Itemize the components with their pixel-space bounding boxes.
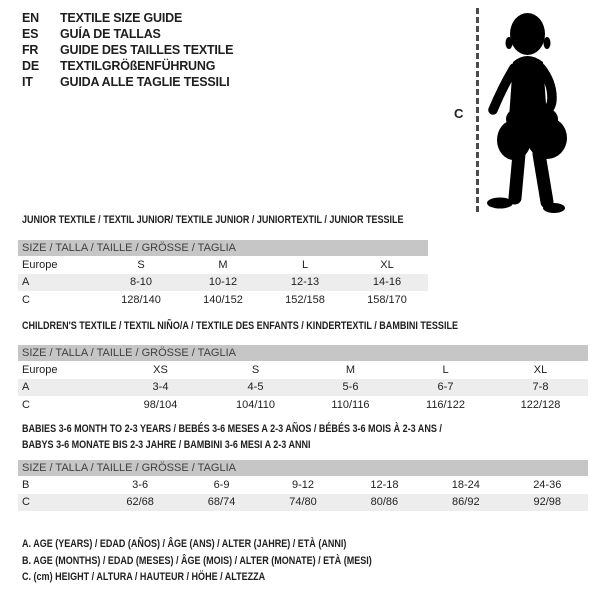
table-size-header: SIZE / TALLA / TAILLE / GRÖSSE / TAGLIA bbox=[18, 460, 588, 476]
size-cell: 98/104 bbox=[143, 398, 178, 411]
size-cell: 62/68 bbox=[126, 496, 154, 509]
row-label: Europe bbox=[22, 258, 58, 271]
size-cell: 5-6 bbox=[342, 381, 359, 394]
language-title: GUIDE DES TAILLES TEXTILE bbox=[60, 43, 234, 57]
size-cell: 110/116 bbox=[331, 398, 370, 411]
language-title: TEXTILE SIZE GUIDE bbox=[60, 11, 183, 25]
table-row bbox=[18, 256, 428, 274]
table-size-header: SIZE / TALLA / TAILLE / GRÖSSE / TAGLIA bbox=[18, 345, 588, 361]
size-cell: 152/158 bbox=[285, 293, 325, 306]
size-cell: L bbox=[301, 258, 309, 271]
size-cell: 10-12 bbox=[208, 276, 238, 289]
size-cell: 128/140 bbox=[121, 293, 161, 306]
table-title-line: BABIES 3-6 MONTH TO 2-3 YEARS / BEBÉS 3-6 MESES A 2-3 AÑOS / BÉBÉS 3-6 MOIS À 2-3 ANS / bbox=[22, 423, 442, 435]
language-row bbox=[22, 26, 233, 42]
row-label: C bbox=[22, 496, 30, 509]
size-cell: 6-9 bbox=[213, 478, 230, 491]
size-cell: 122/128 bbox=[520, 398, 561, 411]
size-cell: XL bbox=[380, 258, 394, 271]
size-cell: M bbox=[218, 258, 228, 271]
size-cell: 9-12 bbox=[291, 478, 314, 491]
table-title-line: JUNIOR TEXTILE / TEXTIL JUNIOR/ TEXTILE JUNIOR / JUNIORTEXTIL / JUNIOR TESSILE bbox=[22, 214, 404, 226]
language-code: IT bbox=[22, 75, 33, 89]
size-cell: 18-24 bbox=[451, 478, 480, 491]
size-cell: S bbox=[137, 258, 145, 271]
language-title: GUÍA DE TALLAS bbox=[60, 27, 161, 41]
table-row bbox=[18, 274, 428, 292]
table-title bbox=[18, 318, 554, 334]
row-label: C bbox=[22, 398, 30, 411]
language-row bbox=[22, 58, 233, 74]
size-table bbox=[18, 460, 588, 511]
legend bbox=[18, 536, 449, 586]
size-cell: 12-13 bbox=[290, 276, 320, 289]
size-cell: XL bbox=[533, 363, 548, 376]
language-code: ES bbox=[22, 27, 39, 41]
size-cell: 14-16 bbox=[372, 276, 402, 289]
language-code: EN bbox=[22, 11, 39, 25]
table-title bbox=[18, 421, 534, 453]
language-list bbox=[22, 10, 233, 90]
height-figure bbox=[440, 0, 600, 225]
table-title-line: CHILDREN'S TEXTILE / TEXTIL NIÑO/A / TEXTILE DES ENFANTS / KINDERTEXTIL / BAMBINI TESSILE bbox=[22, 320, 458, 332]
size-cell: XS bbox=[153, 363, 168, 376]
table-row bbox=[18, 361, 588, 379]
size-cell: 3-4 bbox=[152, 381, 169, 394]
size-cell: 4-5 bbox=[247, 381, 264, 394]
size-cell: 3-6 bbox=[132, 478, 149, 491]
size-cell: 24-36 bbox=[533, 478, 562, 491]
table-row bbox=[18, 379, 588, 397]
size-cell: 140/152 bbox=[203, 293, 243, 306]
table-title-line: BABYS 3-6 MONATE BIS 2-3 JAHRE / BAMBINI 3-6 MESI A 2-3 ANNI bbox=[22, 439, 311, 451]
size-cell: 104/110 bbox=[236, 398, 275, 411]
language-title: TEXTILGRÖßENFÜHRUNG bbox=[60, 59, 216, 73]
language-code: DE bbox=[22, 59, 39, 73]
size-cell: M bbox=[345, 363, 356, 376]
table-title bbox=[18, 212, 487, 228]
legend-line: B. AGE (MONTHS) / EDAD (MESES) / ÂGE (MOIS) / ALTER (MONATE) / ETÀ (MESI) bbox=[22, 554, 372, 567]
size-cell: 6-7 bbox=[437, 381, 454, 394]
size-table bbox=[18, 240, 428, 309]
language-title: GUIDA ALLE TAGLIE TESSILI bbox=[60, 75, 230, 89]
row-label: A bbox=[22, 276, 30, 289]
row-label: Europe bbox=[22, 363, 58, 376]
legend-line: C. (cm) HEIGHT / ALTURA / HAUTEUR / HÖHE / ALTEZZA bbox=[22, 571, 266, 583]
table-row bbox=[18, 291, 428, 309]
size-cell: 86/92 bbox=[452, 496, 480, 509]
size-table bbox=[18, 345, 588, 414]
size-cell: 92/98 bbox=[533, 496, 562, 509]
language-row bbox=[22, 74, 233, 90]
language-row bbox=[22, 42, 233, 58]
table-size-header: SIZE / TALLA / TAILLE / GRÖSSE / TAGLIA bbox=[18, 240, 428, 256]
height-label: C bbox=[454, 106, 464, 121]
size-cell: S bbox=[251, 363, 260, 376]
legend-line: A. AGE (YEARS) / EDAD (AÑOS) / ÂGE (ANS) / ALTER (JAHRE) / ETÀ (ANNI) bbox=[22, 538, 347, 550]
language-code: FR bbox=[22, 43, 39, 57]
row-label: A bbox=[22, 381, 30, 394]
table-row bbox=[18, 476, 588, 494]
size-cell: 12-18 bbox=[370, 478, 399, 491]
size-cell: L bbox=[442, 363, 449, 376]
size-cell: 80/86 bbox=[370, 496, 399, 509]
size-cell: 68/74 bbox=[207, 496, 236, 509]
size-cell: 8-10 bbox=[129, 276, 153, 289]
size-cell: 158/170 bbox=[367, 293, 407, 306]
row-label: B bbox=[22, 478, 30, 491]
table-row bbox=[18, 494, 588, 512]
size-cell: 7-8 bbox=[532, 381, 549, 394]
size-cell: 74/80 bbox=[289, 496, 317, 509]
size-cell: 116/122 bbox=[426, 398, 465, 411]
table-row bbox=[18, 396, 588, 414]
toddler-silhouette-icon bbox=[483, 6, 597, 214]
language-row bbox=[22, 10, 233, 26]
height-dashed-line bbox=[476, 8, 479, 212]
row-label: C bbox=[22, 293, 30, 306]
